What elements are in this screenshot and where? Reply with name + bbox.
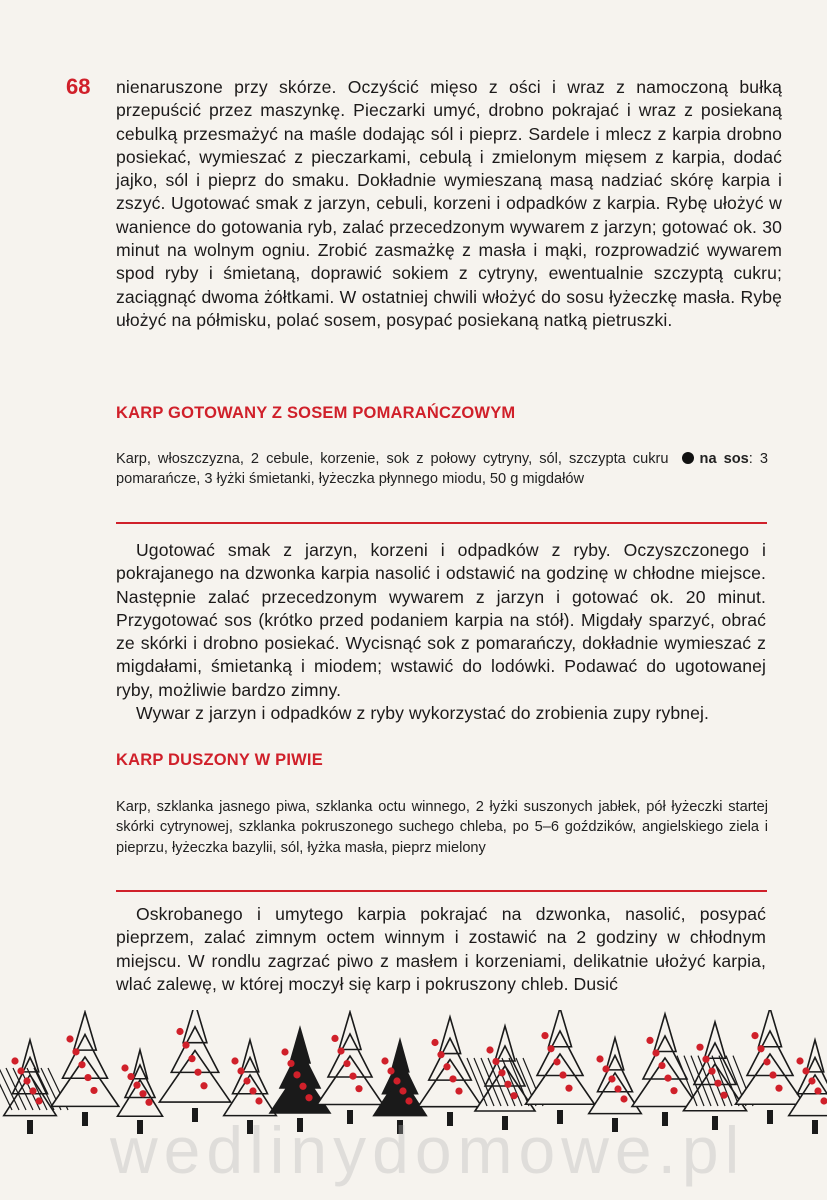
ornament (133, 1082, 140, 1089)
sauce-label: na sos (699, 451, 749, 467)
ornament (343, 1060, 350, 1067)
ornament (602, 1065, 609, 1072)
ornament (541, 1032, 548, 1039)
ornament (337, 1047, 344, 1054)
ornament (763, 1058, 770, 1065)
tree-trunk (812, 1120, 818, 1134)
tree-shape (736, 1010, 805, 1104)
recipe2-ingredients (116, 797, 768, 858)
ornament (287, 1060, 294, 1067)
ornament (355, 1085, 362, 1092)
ornament (455, 1087, 462, 1094)
tree-shape (589, 1038, 642, 1114)
ornament (708, 1068, 715, 1075)
tree-trunk (27, 1120, 33, 1134)
ornament (237, 1067, 244, 1074)
ornament (127, 1073, 134, 1080)
ornament (757, 1045, 764, 1052)
ornament (249, 1087, 256, 1094)
recipe1-method (116, 539, 766, 725)
ornament (553, 1058, 560, 1065)
ornament (293, 1071, 300, 1078)
method-paragraph: Oskrobanego i umytego karpia pokrajać na dzwonka, nasolić, posypać pieprzem, zalać zimnym octem winnym i zostawić na 2 godziny w chłodnym miejscu. W rondlu zagrzać piwo z masłem i korzeniami, delikatnie ułożyć karpia, wlać zalewę, w której moczył się karp i pokruszony chleb. Dusić (116, 904, 766, 994)
ornament (702, 1056, 709, 1063)
ornament (559, 1071, 566, 1078)
ornament (431, 1039, 438, 1046)
method-paragraph: Wywar z jarzyn i odpadków z ryby wykorzystać do zrobienia zupy rybnej. (136, 703, 709, 724)
divider (116, 890, 767, 892)
tree-trunk (82, 1112, 88, 1126)
recipe2-method (116, 903, 766, 996)
ornament (608, 1075, 615, 1082)
ornament (437, 1051, 444, 1058)
ingredients-text: Karp, szklanka jasnego piwa, szklanka octu winnego, 2 łyżki suszonych jabłek, pół łyżeczki startej skórki cytrynowej, szklanka pokruszonego suchego chleba, po 5–6 goździków, angielskiego ziela i pieprzu, łyżeczka bazylii, sól, łyżka masła, pieprz mielony (116, 799, 768, 856)
ornament (381, 1057, 388, 1064)
ornament (231, 1057, 238, 1064)
ornament (182, 1041, 189, 1048)
tree-shape (51, 1012, 119, 1106)
ornament (796, 1057, 803, 1064)
ornament (200, 1082, 207, 1089)
ornament (29, 1087, 36, 1094)
ornament (808, 1077, 815, 1084)
ornament (305, 1094, 312, 1101)
ornament (658, 1062, 665, 1069)
ornament (17, 1067, 24, 1074)
ornament (399, 1087, 406, 1094)
tree-shape (118, 1050, 163, 1116)
ornament (492, 1058, 499, 1065)
ornament (596, 1055, 603, 1062)
ornament (498, 1069, 505, 1076)
ornament (646, 1037, 653, 1044)
ornament (243, 1077, 250, 1084)
ornament (255, 1097, 262, 1104)
ornament (11, 1057, 18, 1064)
ornament (121, 1064, 128, 1071)
bullet-icon (682, 452, 694, 464)
divider (116, 522, 767, 524)
tree-shape (526, 1010, 595, 1104)
tree-shape (632, 1014, 698, 1107)
tree-shape (418, 1017, 482, 1107)
ornament (194, 1069, 201, 1076)
ornament (405, 1097, 412, 1104)
ornament (66, 1035, 73, 1042)
ornament (614, 1085, 621, 1092)
ornament (714, 1080, 721, 1087)
ornament (565, 1085, 572, 1092)
intro-paragraph (116, 76, 782, 332)
ornament (802, 1067, 809, 1074)
tree-shape (159, 1010, 230, 1102)
watermark: wedlinydomowe.pl (110, 1113, 746, 1187)
ornament (176, 1028, 183, 1035)
ornament (387, 1067, 394, 1074)
ornament (510, 1092, 517, 1099)
recipe-title-karp-duszony: KARP DUSZONY W PIWIE (116, 751, 323, 769)
recipe-title-karp-gotowany: KARP GOTOWANY Z SOSEM POMARAŃCZOWYM (116, 404, 516, 422)
ornament (23, 1077, 30, 1084)
ornament (331, 1035, 338, 1042)
ornament (449, 1075, 456, 1082)
ingredients-text: Karp, włoszczyzna, 2 cebule, korzenie, sok z połowy cytryny, sól, szczypta cukru (116, 451, 669, 467)
tree-shape (224, 1040, 277, 1116)
ornament (769, 1071, 776, 1078)
ornament (652, 1049, 659, 1056)
method-paragraph: Ugotować smak z jarzyn, korzeni i odpadków z ryby. Oczyszczonego i pokrajanego na dzwonka karpia nasolić i odstawić na godzinę w chłodne miejsce. Następnie zalać przecedzonym wywarem z jarzyn i gotować ok. 20 minut. Przygotować sos (krótko przed podaniem karpia na stół). Migdały sparzyć, obrać ze skórki i drobno posiekać. Wycisnąć sok z pomarańczy, dokładnie wymieszać z migdałami, śmietanką i miodem; wstawić do lodówki. Podawać do ugotowanej ryby, możliwie bardzo zimny. (116, 540, 766, 700)
ornament (620, 1095, 627, 1102)
ornament (281, 1048, 288, 1055)
ornament (504, 1081, 511, 1088)
ornament (145, 1099, 152, 1106)
tree-shape (317, 1012, 383, 1105)
tree-trunk (767, 1110, 773, 1124)
ornament (393, 1077, 400, 1084)
ornament (349, 1073, 356, 1080)
ornament (664, 1075, 671, 1082)
ornament (751, 1032, 758, 1039)
ornament (670, 1087, 677, 1094)
ornament (814, 1087, 821, 1094)
sauce-ingredients: : 3 pomarańcze, 3 łyżki śmietanki, łyżeczka płynnego miodu, 50 g migdałów (116, 451, 768, 488)
intro-text: nienaruszone przy skórze. Oczyścić mięso z ości i wraz z namoczoną bułką przepuścić przez maszynkę. Pieczarki umyć, drobno pokrajać i wraz z posiekaną cebulką przesmażyć na maśle dodając sól i pieprz. Sardele i mlecz z karpia drobno posiekać, wymieszać z pieczarkami, cebulą i zmielonym mięsem z karpia, dodać jajko, sól i pieprz do smaku. Dokładnie wymieszaną masą nadziać skórę karpia i zszyć. Ugotować smak z jarzyn, cebuli, korzeni i odpadków z karpia. Rybę ułożyć w wanience do gotowania ryb, zalać przecedzonym wywarem z jarzyn; gotować ok. 30 minut na wolnym ogniu. Zrobić zasmażkę z masła i mąki, rozprowadzić wywarem spod ryby i śmietaną, doprawić sokiem z cytryny, ewentualnie szczyptą cukru; zaciągnąć dwoma żółtkami. W ostatniej chwili włożyć do sosu łyżeczkę masła. Rybę ułożyć na półmisku, polać sosem, posypać posiekaną natką pietruszki. (116, 77, 782, 330)
ornament (696, 1044, 703, 1051)
ornament (72, 1048, 79, 1055)
ornament (443, 1063, 450, 1070)
ornament (84, 1074, 91, 1081)
ornament (547, 1045, 554, 1052)
ornament (775, 1085, 782, 1092)
ornament (299, 1083, 306, 1090)
recipe1-ingredients (116, 449, 768, 490)
ornament (720, 1092, 727, 1099)
ornament (90, 1087, 97, 1094)
ornament (139, 1090, 146, 1097)
page-number: 68 (66, 74, 91, 99)
ornament (35, 1097, 42, 1104)
ornament (78, 1061, 85, 1068)
tree-shape (374, 1040, 427, 1116)
ornament (486, 1046, 493, 1053)
ornament (188, 1055, 195, 1062)
